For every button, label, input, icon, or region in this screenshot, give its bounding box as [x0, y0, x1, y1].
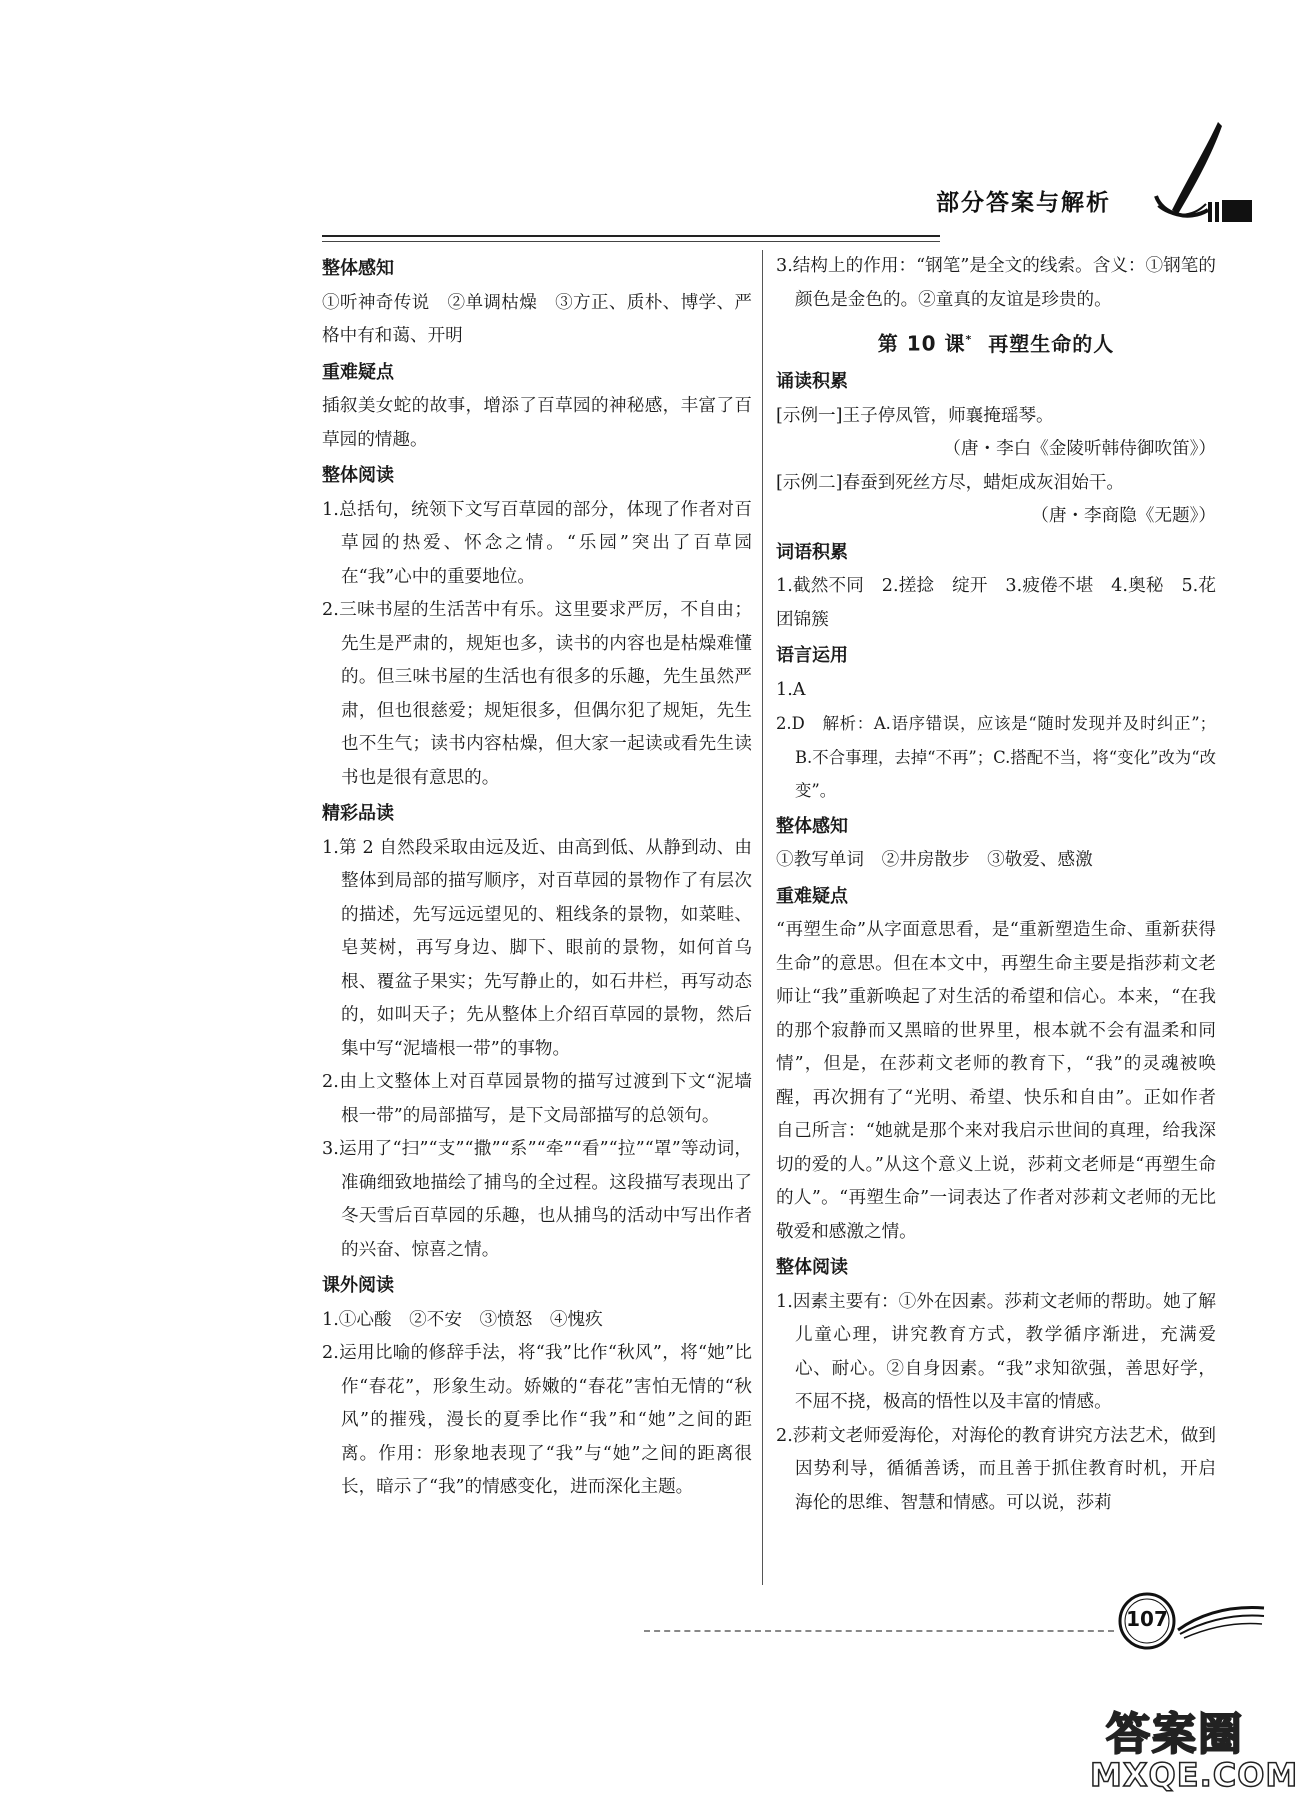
answer-paragraph: 插叙美女蛇的故事，增添了百草园的神秘感，丰富了百草园的情趣。 [322, 396, 752, 450]
answer-item: 2.D 解析：A.语序错误，应该是“随时发现并及时纠正”；B.不合事理，去掉“不再”；C.搭配不当，将“变化”改为“改变”。 [776, 714, 1216, 801]
lesson-name: 再塑生命的人 [988, 331, 1115, 356]
example-line: [示例一]王子停凤管，师襄掩瑶琴。 [776, 405, 1054, 426]
header-title: 部分答案与解析 [936, 190, 1111, 216]
section-heading: 整体阅读 [776, 1257, 848, 1279]
answer-item: 2.运用比喻的修辞手法，将“我”比作“秋风”，将“她”比作“春花”，形象生动。娇嫩的“春花”害怕无情的“秋风”的摧残，漫长的夏季比作“我”和“她”之间的距离。作用：形象地表现了“我”与“她”之间的距离很长，暗示了“我”的情感变化，进而深化主题。 [322, 1343, 752, 1497]
answer-line: ①教写单词 ②井房散步 ③敬爱、感激 [776, 850, 1093, 871]
header-rule-thin [322, 241, 940, 242]
swoosh-decoration-icon [1176, 1600, 1266, 1640]
answer-item: 2.三味书屋的生活苦中有乐。这里要求严厉，不自由；先生是严肃的，规矩也多，读书的内容也是枯燥难懂的。但三味书屋的生活也有很多的乐趣，先生虽然严肃，但也很慈爱；规矩很多，但偶尔犯了规矩，先生也不生气；读书内容枯燥，但大家一起读或看先生读书也是很有意思的。 [322, 600, 752, 788]
section-heading: 诵读积累 [776, 371, 848, 393]
header-bars-icon [1208, 198, 1253, 224]
answer-item: 3.运用了“扫”“支”“撒”“系”“牵”“看”“拉”“罩”等动词，准确细致地描绘了捕鸟的全过程。这段描写表现出了冬天雪后百草园的乐趣，也从捕鸟的活动中写出作者的兴奋、惊喜之情。 [322, 1139, 752, 1260]
section-heading: 词语积累 [776, 541, 848, 563]
lesson-title [776, 323, 1216, 361]
section-heading: 课外阅读 [322, 1275, 394, 1296]
page-number: 107 [1126, 1607, 1168, 1631]
source-line: （唐・李白《金陵听韩侍御吹笛》） [943, 439, 1216, 460]
answer-item: 3.结构上的作用：“钢笔”是全文的线索。含义：①钢笔的颜色是金色的。②童真的友谊是珍贵的。 [776, 256, 1216, 310]
left-column [322, 250, 752, 1505]
section-heading: 重难疑点 [322, 361, 394, 383]
answer-item: 1.总括句，统领下文写百草园的部分，体现了作者对百草园的热爱、怀念之情。“乐园”突出了百草园在“我”心中的重要地位。 [322, 499, 752, 587]
example-line: [示例二]春蚕到死丝方尽，蜡炬成灰泪始干。 [776, 472, 1125, 493]
header-rule [322, 235, 940, 237]
answer-line: 1.截然不同 2.搓捻 绽开 3.疲倦不堪 4.奥秘 5.花团锦簇 [776, 576, 1216, 630]
answer-line: ①听神奇传说 ②单调枯燥 ③方正、质朴、博学、严格中有和蔼、开明 [322, 292, 752, 346]
right-column [776, 250, 1216, 1520]
answer-item: 2.莎莉文老师爱海伦，对海伦的教育讲究方法艺术，做到因势利导，循循善诱，而且善于抓住教育时机，开启海伦的思维、智慧和情感。可以说，莎莉 [776, 1425, 1216, 1513]
lesson-number: 第 10 课 [877, 331, 966, 356]
answer-item: 2.由上文整体上对百草园景物的描写过渡到下文“泥墙根一带”的局部描写，是下文局部描写的总领句。 [322, 1072, 752, 1126]
section-heading: 精彩品读 [322, 803, 394, 824]
watermark-logo-text: 答案圈 [1106, 1709, 1244, 1760]
section-heading: 整体感知 [776, 815, 848, 837]
answer-item: 1.A [776, 679, 806, 700]
section-heading: 语言运用 [776, 645, 848, 667]
answer-item: 1.①心酸 ②不安 ③愤怒 ④愧疚 [322, 1309, 603, 1330]
lesson-mark: * [965, 333, 973, 346]
section-heading: 整体阅读 [322, 465, 394, 486]
section-heading: 整体感知 [322, 258, 394, 279]
answer-paragraph: “再塑生命”从字面意思看，是“重新塑造生命、重新获得生命”的意思。但在本文中，再塑生命主要是指莎莉文老师让“我”重新唤起了对生活的希望和信心。本来，“在我的那个寂静而又黑暗的世界里，根本就不会有温柔和同情”，但是，在莎莉文老师的教育下，“我”的灵魂被唤醒，再次拥有了“光明、希望、快乐和自由”。正如作者自己所言：“她就是那个来对我启示世间的真理，给我深切的爱的人。”从这个意义上说，莎莉文老师是“再塑生命的人”。“再塑生命”一词表达了作者对莎莉文老师的无比敬爱和感激之情。 [776, 920, 1216, 1242]
section-heading: 重难疑点 [776, 885, 848, 907]
answer-item: 1.第 2 自然段采取由远及近、由高到低、从静到动、由整体到局部的描写顺序，对百草园的景物作了有层次的描述，先写远远望见的、粗线条的景物，如菜畦、皂荚树，再写身边、脚下、眼前的景物，如何首乌根、覆盆子果实；先写静止的，如石井栏，再写动态的，如叫天子；先从整体上介绍百草园的景物，然后集中写“泥墙根一带”的事物。 [322, 837, 752, 1059]
source-line: （唐・李商隐《无题》） [1031, 506, 1216, 527]
answer-item: 1.因素主要有：①外在因素。莎莉文老师的帮助。她了解儿童心理，讲究教育方式，教学循序渐进，充满爱心、耐心。②自身因素。“我”求知欲强，善思好学，不屈不挠，极高的悟性以及丰富的情感。 [776, 1291, 1216, 1413]
watermark-url: MXQE.COM [1090, 1756, 1298, 1794]
footer-rule [644, 1630, 1114, 1632]
column-divider [762, 250, 763, 1585]
